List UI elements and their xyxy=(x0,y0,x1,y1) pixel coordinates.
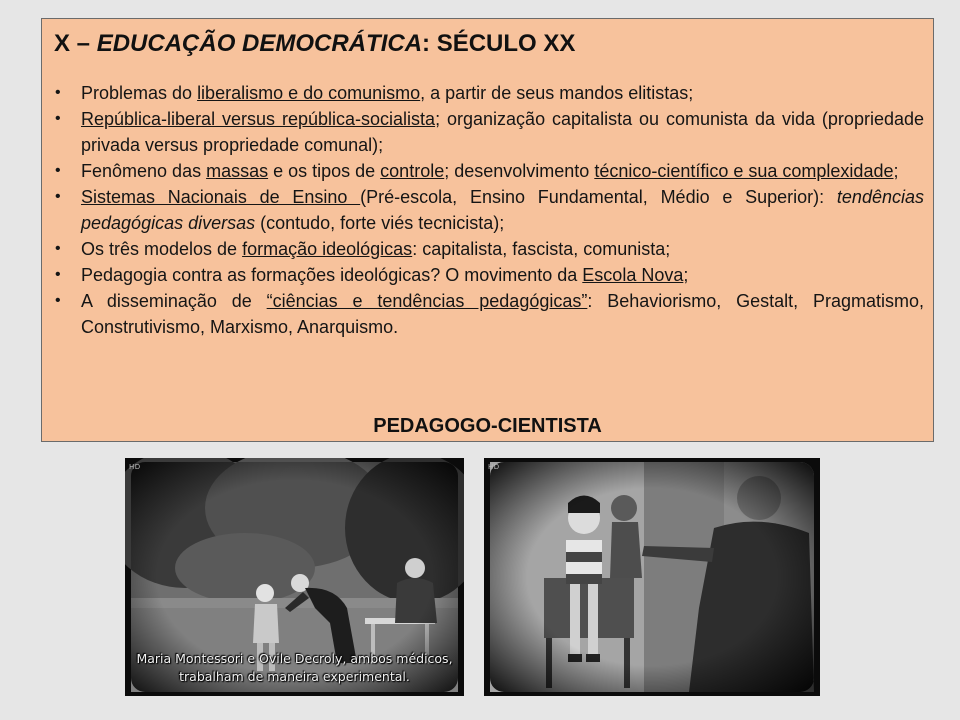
caption-line-1: Maria Montessori e Ovile Decroly, ambos médicos, xyxy=(136,651,453,666)
bullet-text-segment: Escola Nova xyxy=(582,265,684,285)
bullet-item xyxy=(52,184,924,236)
bullet-list xyxy=(52,80,924,340)
bullet-text-segment: Os três modelos de xyxy=(81,239,243,259)
bullet-text-segment: “ciências e tendências pedagógicas” xyxy=(266,291,588,311)
bullet-text-segment: Sistemas Nacionais de Ensino xyxy=(81,187,361,207)
bullet-text-segment: ; xyxy=(683,265,689,285)
photo-montessori-decroly xyxy=(125,458,464,696)
hd-badge: HD xyxy=(129,463,141,471)
bullet-text-segment: ; desenvolvimento xyxy=(444,161,595,181)
bullet-text-segment: tendências pedagógicas diversas xyxy=(81,187,924,233)
bullet-dot-icon: • xyxy=(55,188,61,205)
bullet-text-segment: Fenômeno das xyxy=(81,161,207,181)
bullet-item xyxy=(52,262,924,288)
bullet-dot-icon: • xyxy=(55,266,61,283)
bullet-text-segment: : capitalista, fascista, comunista; xyxy=(412,239,671,259)
photo-right-scene xyxy=(484,458,820,696)
bullet-item xyxy=(52,158,924,184)
slide-title xyxy=(54,30,575,58)
bullet-text-segment: técnico-científico e sua complexidade xyxy=(594,161,894,181)
bullet-text-segment: Problemas do xyxy=(81,83,198,103)
hd-badge: HD xyxy=(488,463,500,471)
bullet-text-segment: formação ideológicas xyxy=(242,239,413,259)
title-suffix: : SÉCULO XX xyxy=(422,30,576,57)
title-prefix: X – xyxy=(54,30,97,57)
caption-line-2: trabalham de maneira experimental. xyxy=(179,669,410,684)
bullet-text-segment: e os tipos de xyxy=(268,161,381,181)
bullet-dot-icon: • xyxy=(55,162,61,179)
bullet-text-segment: A disseminação de xyxy=(81,291,267,311)
bullet-dot-icon: • xyxy=(55,240,61,257)
bullet-item xyxy=(52,106,924,158)
bullet-text-segment: ; organização capitalista ou comunista da vida (propriedade privada versus propriedade comunal); xyxy=(81,109,924,155)
bullet-dot-icon: • xyxy=(55,110,61,127)
bullet-dot-icon: • xyxy=(55,84,61,101)
slide-subtitle: PEDAGOGO-CIENTISTA xyxy=(373,415,602,437)
bullet-item xyxy=(52,236,924,262)
content-textbox xyxy=(41,18,934,442)
bullet-text-segment: , a partir de seus mandos elitistas; xyxy=(420,83,694,103)
bullet-text-segment: massas xyxy=(206,161,269,181)
photo-indoor-children xyxy=(484,458,820,696)
bullet-text-segment: : Behaviorismo, Gestalt, Pragmatismo, Construtivismo, Marxismo, Anarquismo. xyxy=(81,291,925,337)
bullet-item xyxy=(52,80,924,106)
photo-caption xyxy=(125,650,464,686)
bullet-text-segment: controle xyxy=(380,161,445,181)
bullet-text-segment: liberalismo e do comunismo xyxy=(197,83,421,103)
bullet-dot-icon: • xyxy=(55,292,61,309)
bullet-text-segment: Pedagogia contra as formações ideológicas? O movimento da xyxy=(81,265,583,285)
title-italic: EDUCAÇÃO DEMOCRÁTICA xyxy=(96,30,423,57)
bullet-text-segment: ; xyxy=(893,161,899,181)
bullet-text-segment: (Pré-escola, Ensino Fundamental, Médio e Superior): xyxy=(360,187,837,207)
bullet-text-segment: (contudo, forte viés tecnicista); xyxy=(255,213,505,233)
bullet-item xyxy=(52,288,924,340)
bullet-text-segment: República-liberal versus república-socialista xyxy=(81,109,436,129)
